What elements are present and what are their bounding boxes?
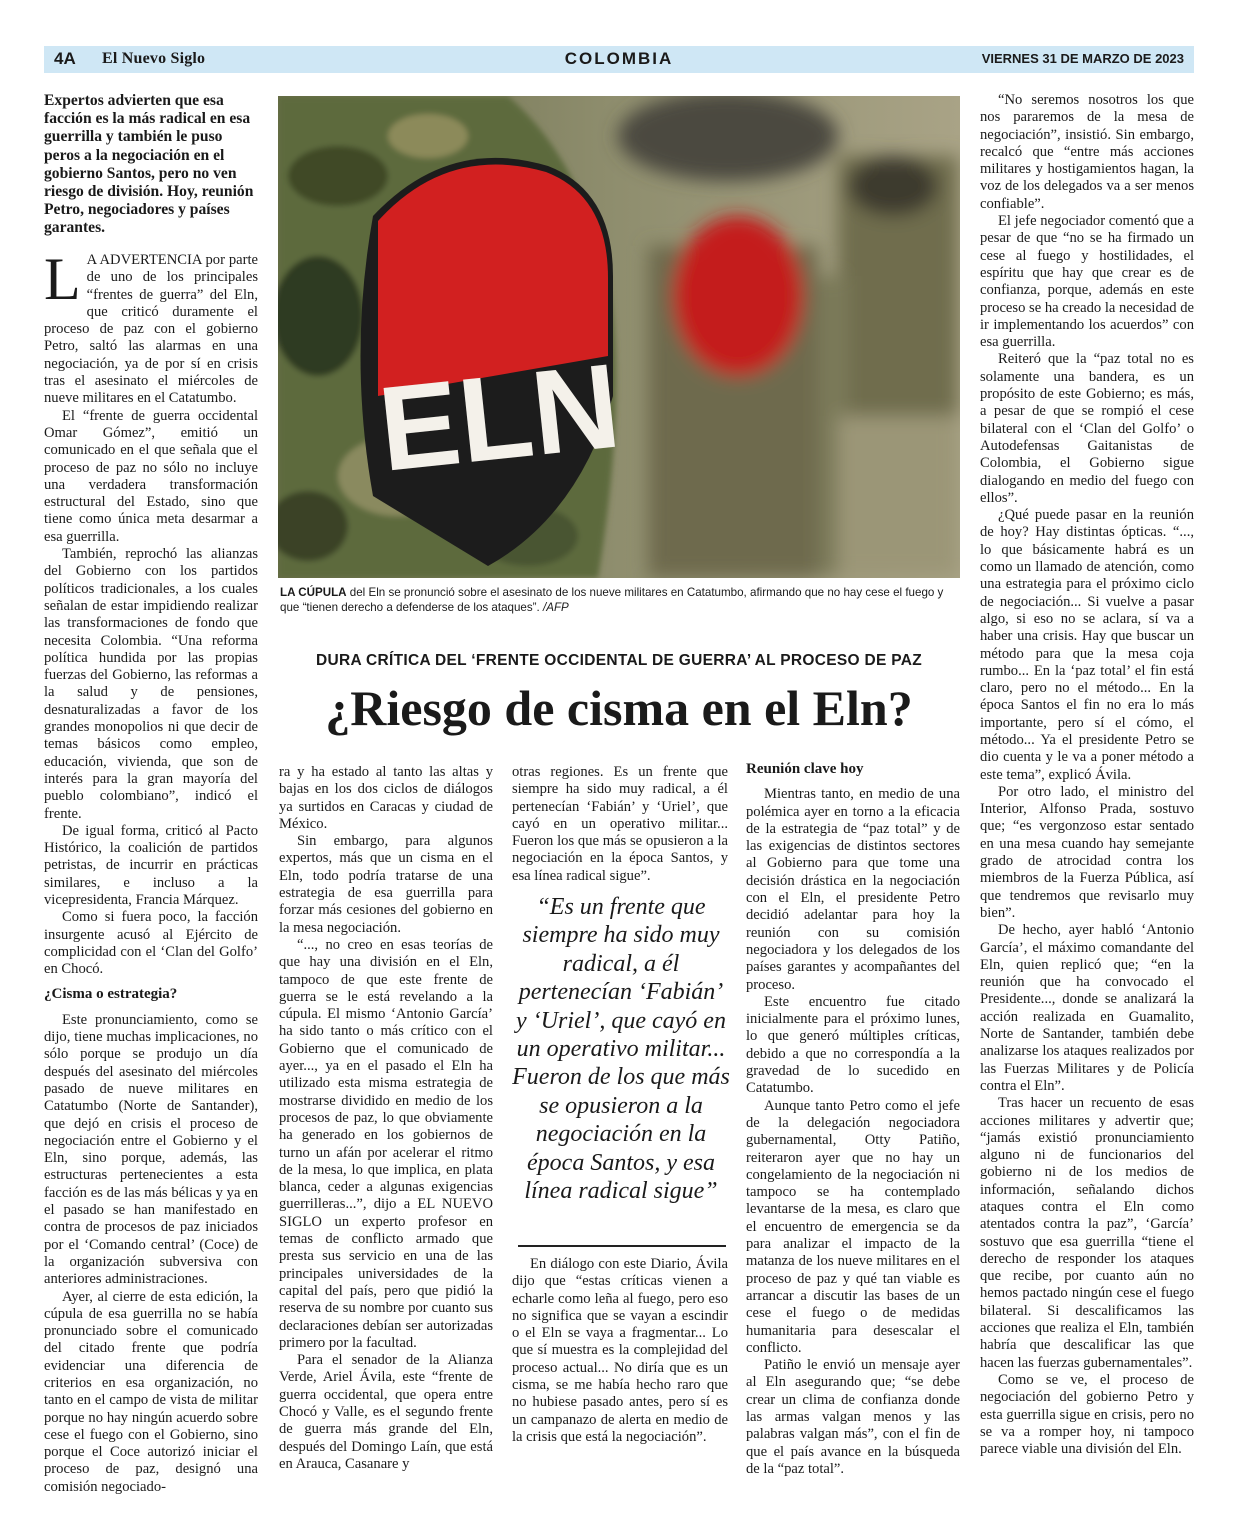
column-3-bottom [512,1256,728,1446]
headline: ¿Riesgo de cisma en el Eln? [325,680,913,736]
column-2 [279,764,493,1473]
column-4 [746,757,960,1478]
paragraph: Sin embargo, para algunos expertos, más que un cisma en el Eln, todo podría tratarse de una estrategia de esa guerrilla para forzar más cesiones del gobierno en la mesa negociación. [279,833,493,936]
photo-credit: /AFP [539,601,569,614]
paragraph: Para el senador de la Alianza Verde, Ariel Ávila, este “frente de guerra occidental, que opera entre Chocó y Valle, es el segundo frente de guerra más grande del Eln, después del Domingo Laín, que está en Arauca, Casanare y [279,1352,493,1472]
article-photo [278,96,960,578]
paragraph: ra y ha estado al tanto las altas y bajas en los dos ciclos de diálogos ya surtidos en Caracas y ciudad de México. [279,764,493,832]
paragraph: “No seremos nosotros los que nos pararemos de la mesa de negociación”, insistió. Sin embargo, recalcó que “entre más acciones militares y hostigamientos hagan, la voz de los delegados va a ser menos confiable”. [980,92,1194,212]
subheading: ¿Cisma o estrategia? [44,986,178,1003]
headline-kicker: DURA CRÍTICA DEL ‘FRENTE OCCIDENTAL DE GUERRA’ AL PROCESO DE PAZ [316,652,922,669]
paragraph: Aunque tanto Petro como el jefe de la delegación negociadora gubernamental, Otty Patiño, reiteraron ayer que no hay un congelamiento de la negociación ni tampoco se ha contemplado levantarse de la mesa, es claro que el encuentro de emergencia se da para analizar el impacto de la matanza de los nueve militares en el proceso de paz y qué tan viable es arrancar a discutir las bases de un cese el fuego o de medidas humanitaria para desescalar el conflicto. [746,1097,960,1356]
paragraph: El jefe negociador comentó que a pesar de que “no se ha firmado un cese al fuego y hostilidades, el espíritu que hay que crear es de confianza, porque, además en este proceso se ha creado la necesidad de ir implementando los acuerdos” con esa guerrilla. [980,213,1194,351]
paragraph: “..., no creo en esas teorías de que hay una división en el Eln, tampoco de que este frente de guerra se le está revelando a la cúpula. El mismo ‘Antonio García’ ha sido tanto o más crítico con el Gobierno que el comunicado de ayer..., ya en el pasado el Eln ha utilizado esta misma estrategia de mostrarse dividido en medio de los procesos de paz, lo que obviamente ha generado en los gobiernos de turno un afán por acelerar el ritmo de la mesa, lo que implica, en plata blanca, ceder a algunas exigencias guerrilleras...”, dijo a EL NUEVO SIGLO un experto profesor en temas de conflicto armado que presta sus servicio en una de las principales universidades de la capital del país, pero que pidió la reserva de su nombre por cuanto sus declaraciones debían ser autorizadas primero por la facultad. [279,936,493,1351]
article-lead: Expertos advierten que esa facción es la más radical en esa guerrilla y también le puso peros a la negociación en el gobierno Santos, pero no ven riesgo de división. Hoy, reunión Petro, negociadores y países garantes. [44,92,254,237]
paragraph: Este encuentro fue citado inicialmente para el próximo lunes, lo que generó múltiples críticas, debido a que no correspondía a la gravedad de lo sucedido en Catatumbo. [746,993,960,1097]
masthead-bar [44,46,1194,73]
paragraph: El “frente de guerra occidental Omar Gómez”, emitió un comunicado en el que señala que el proceso de paz no sólo no incluye una verdadera transformación estructural del Estado, sino que tiene como única meta desarmar a esa guerrilla. [44,407,258,545]
page-number: 4A [54,49,76,68]
paragraph: Mientras tanto, en medio de una polémica ayer en torno a la eficacia de la estrategia de “paz total” y de las exigencias de distintos sectores al Gobierno para que tome una decisión drástica en la negociación con el Eln, el presidente Petro decidió adelantar para hoy la reunión con su comisión negociadora y los delegados de los países garantes y acompañantes del proceso. [746,786,960,993]
paragraph: Ayer, al cierre de esta edición, la cúpula de esa guerrilla no se había pronunciado sobre el comunicado del citado frente que podría evidenciar una diferencia de criterios en esa organización, no tanto en el campo de vista de militar porque no hay ningún acuerdo sobre cese el fuego con el Gobierno, sino porque el Coce autorizó iniciar el proceso de paz, designó una comisión negociado- [44,1288,258,1495]
paragraph: De hecho, ayer habló ‘Antonio García’, el máximo comandante del Eln, quien replicó que; “en la reunión que ha convocado el Presidente..., donde se analizará la acción realizada en Guamalito, Norte de Santander, también debe analizarse los ataques realizados por las Fuerzas Militares y de Policía contra el Eln”. [980,922,1194,1094]
caption-text: del Eln se pronunció sobre el asesinato de los nueve militares en Catatumbo, afirmando que no hay cese el fuego y que “tienen derecho a defenderse de los ataques”. [280,586,944,614]
paragraph: Reiteró que la “paz total no es solamente una bandera, es un propósito de este Gobierno; es más, a pesar de que se rompió el cese bilateral con el ‘Clan del Golfo’ o Autodefensas Gaitanistas de Colombia, el Gobierno sigue dialogando en medio del fuego con ellos”. [980,351,1194,506]
subheading: Reunión clave hoy [746,761,864,777]
section-title: COLOMBIA [564,49,674,68]
paragraph: Este pronunciamiento, como se dijo, tiene muchas implicaciones, no sólo porque se produjo un día después del asesinato del miércoles pasado de nueve militares en Catatumbo (Norte de Santander), que dejó en crisis el proceso de negociación entre el Gobierno y el Eln, sino porque, además, las estructuras pertenecientes a esta facción es de las más bélicas y ya en el pasado se han manifestado en contra de procesos de paz iniciados por el ‘Comando central’ (Coce) de la organización subversiva con anteriores administraciones. [44,1011,258,1288]
issue-date: VIERNES 31 DE MARZO DE 2023 [981,51,1184,66]
caption-lead: LA CÚPULA [280,586,347,599]
paragraph: ¿Qué puede pasar en la reunión de hoy? Hay distintas ópticas. “..., lo que básicamente habrá es un como un llamado de atención, como una estrategia para el próximo ciclo de negociación... Si vuelve a pasar algo, si eso no se aclara, sí va a haber una crisis. Hay que buscar un método para que la mesa coja rumbo... En la ‘paz total’ el fin está claro, pero no el método... En la época Santos el fin no era lo más importante, pero sí el cómo, el método... Ya el presidente Petro se dio cuenta y le va a poner método a este tema”, explicó Ávila. [980,507,1194,783]
patch-text: ELN [372,338,626,497]
column-5 [980,92,1194,1458]
paragraph: otras regiones. Es un frente que siempre ha sido muy radical, a él pertenecían ‘Fabián’ y ‘Uriel’, que cayó en un operativo militar... Fueron los que más se opusieron a la negociación en la época Santos, y esa línea radical sigue”. [512,764,728,884]
paragraph: Como si fuera poco, la facción insurgente acusó al Ejército de complicidad con el ‘Clan del Golfo’ en Chocó. [44,909,258,978]
newspaper-name: El Nuevo Siglo [102,50,206,67]
paragraph: También, reprochó las alianzas del Gobierno con los partidos políticos tradicionales, a los cuales señalan de estar impidiendo realizar las transformaciones de fondo que necesita Colombia. “Una reforma política hundida por las propias fuerzas del Gobierno, las reformas a la salud y de pensiones, desnaturalizadas a favor de los grandes monopolios ni que decir de temas básicos como empleo, educación, vivienda, que son de interés para la gran mayoría del pueblo colombiano”, indicó el frente. [44,546,258,822]
paragraph: Como se ve, el proceso de negociación del gobierno Petro y esta guerrilla sigue en crisis, pero no se va a romper hoy, ni tampoco parece viable una división del Eln. [980,1371,1194,1458]
paragraph: De igual forma, criticó al Pacto Histórico, la coalición de partidos petristas, de incurrir en prácticas similares, e incluso a la vicepresidenta, Francia Márquez. [44,822,258,908]
paragraph: Patiño le envió un mensaje ayer al Eln asegurando que; “se debe crear un clima de confianza donde las armas valgan menos y las palabras valgan más”, con el fin de que el país avance en la búsqueda de la “paz total”. [746,1357,960,1477]
photo-caption [280,585,960,615]
paragraph: En diálogo con este Diario, Ávila dijo que “estas críticas vienen a echarle como leña al fuego, pero eso no significa que se vayan a escindir o el Eln se vaya a fragmentar... Lo que sí muestra es la complejidad del proceso actual... No diría que es un cisma, se me había hecho raro que no hubiese pasado antes, pero sí es un campanazo de alerta en medio de la crisis que está la negociación”. [512,1256,728,1445]
column-1 [44,246,258,1496]
paragraph: A ADVERTENCIA por parte de uno de los principales “frentes de guerra” del Eln, que criticó duramente el proceso de paz con el gobierno Petro, saltó las alarmas en una negociación, ya de por sí en crisis tras el asesinato el miércoles de nueve militares en el Catatumbo. [44,252,258,407]
drop-cap: L [44,246,81,312]
paragraph: Por otro lado, el ministro del Interior, Alfonso Prada, sostuvo que; “es vergonzoso estar sentado en una mesa cuando hay semejante grado de atrocidad contra los miembros de la Fuerza Pública, así que tendremos que revisarlo muy bien”. [980,783,1194,921]
guerrilla-photo-illustration [278,96,960,578]
pull-quote: “Es un frente que siempre ha sido muy radical, a él pertenecían ‘Fabián’ y ‘Uriel’, que cayó en un operativo militar... Fueron de los que más se opusieron a la negociación en la época Santos, y esa línea radical sigue” [512,894,730,1205]
paragraph: Tras hacer un recuento de esas acciones militares y advertir que; “jamás existió pronunciamiento alguno ni de funcionarios del gobierno ni de los medios de información, señalando dichos ataques contra el Eln como atentados contra la paz”, ‘García’ sostuvo que esa guerrilla “tiene el derecho de responder los ataques que recibe, por cuanto aún no hemos pactado ningún cese el fuego bilateral. Si descalificamos las acciones que realiza el Eln, también habría que descalificar las que hacen las fuerzas gubernamentales”. [980,1095,1194,1371]
column-3-top [512,764,728,885]
pull-quote-rule [518,1245,726,1247]
